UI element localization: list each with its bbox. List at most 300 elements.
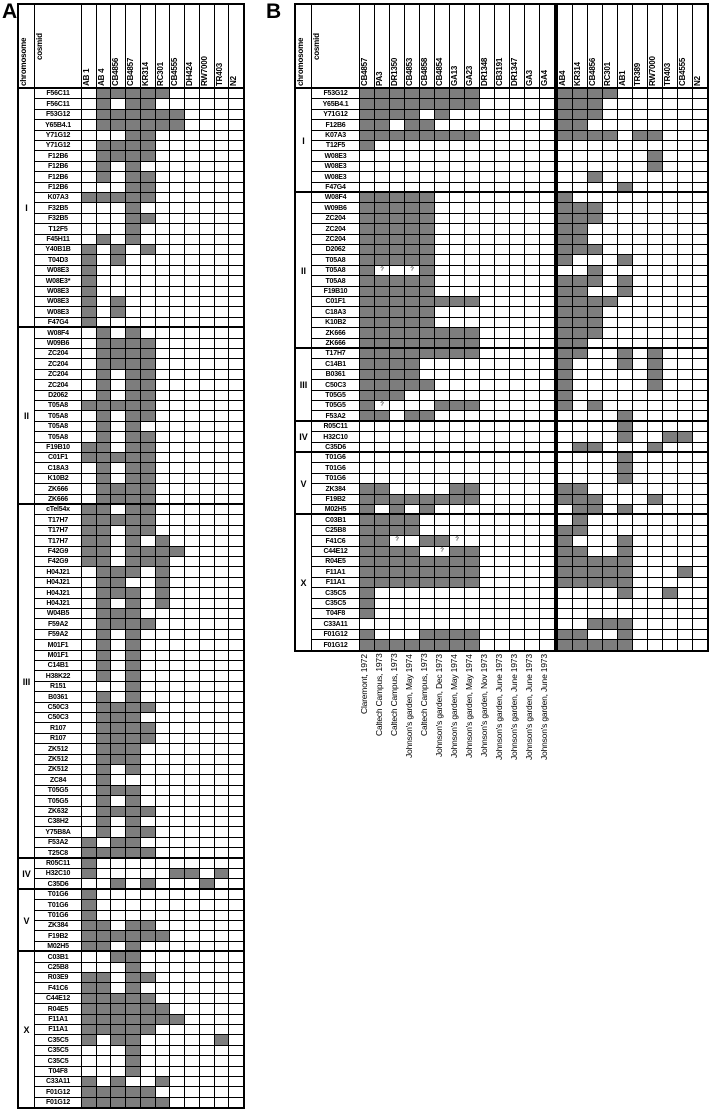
cosmid-label: F19B2 [34, 930, 82, 942]
matrix-cell [110, 1097, 126, 1108]
strain-header-label: CB4854 [435, 57, 444, 86]
matrix-cell [602, 639, 618, 651]
collection-date-label: Johnson's garden, May 1974 [449, 654, 459, 758]
matrix-cell [464, 639, 480, 651]
cosmid-label: F41C6 [34, 982, 82, 994]
cosmid-header-label: cosmid [35, 33, 44, 60]
cosmid-label: R05C11 [34, 858, 82, 869]
matrix-cell [509, 639, 525, 651]
cosmid-label: C03B1 [34, 951, 82, 963]
chromosome-header-label: chromosome [296, 37, 305, 86]
cosmid-label: F12B6 [34, 171, 82, 183]
chromosome-group-cell: I [18, 88, 35, 328]
cosmid-label: C44E12 [311, 546, 360, 557]
strain-header-cell [632, 4, 648, 89]
strain-header-cell [524, 4, 540, 89]
strain-header-cell [572, 4, 588, 89]
chromosome-group-divider [18, 888, 244, 890]
cosmid-label: T01G6 [311, 452, 360, 463]
chromosome-group-cell: X [295, 514, 312, 651]
chromosome-header-cell [18, 4, 35, 89]
matrix-cell [494, 639, 510, 651]
cosmid-label: ZC204 [34, 358, 82, 370]
strain-header-label: DR1350 [390, 57, 399, 86]
strain-header-cell [617, 4, 633, 89]
chromosome-header-cell [295, 4, 312, 89]
chromosome-group-divider [295, 191, 708, 193]
strain-header-label: RC301 [156, 62, 165, 86]
chromosome-group-cell: III [295, 348, 312, 422]
cosmid-label: C50C3 [34, 702, 82, 713]
chromosome-group-cell: X [18, 951, 35, 1108]
cosmid-label: H04J21 [34, 598, 82, 609]
chromosome-header-label: chromosome [19, 37, 28, 86]
cosmid-label: F01G12 [311, 639, 360, 651]
cosmid-label: F59A2 [34, 629, 82, 640]
strain-header-cell [81, 4, 97, 89]
cosmid-label: T05G5 [34, 795, 82, 807]
cosmid-label: F01G12 [34, 1086, 82, 1098]
cosmid-label: F01G12 [311, 629, 360, 640]
cosmid-label: T05A8 [311, 254, 360, 266]
cosmid-label: C44E12 [34, 993, 82, 1004]
strain-header-label: TR403 [215, 62, 224, 86]
cosmid-label: T05A8 [34, 431, 82, 443]
cosmid-label: Y65B4.1 [311, 98, 360, 110]
header-divider [18, 87, 244, 89]
cosmid-label: T05G5 [34, 785, 82, 796]
strain-header-label: DR1347 [510, 57, 519, 86]
cosmid-label: C38H2 [34, 816, 82, 827]
cosmid-label: C50C3 [34, 712, 82, 723]
strain-header-cell [169, 4, 185, 89]
strain-header-cell [214, 4, 229, 89]
cosmid-label: F53A2 [311, 410, 360, 422]
cosmid-label: F19B2 [311, 494, 360, 505]
cosmid-label: C25B8 [311, 525, 360, 536]
collection-date-label: Claremont, 1972 [359, 654, 369, 714]
strain-header-cell [96, 4, 111, 89]
cosmid-label: F19B10 [311, 286, 360, 297]
chromosome-group-divider [295, 451, 708, 453]
cosmid-label: F12B6 [34, 150, 82, 162]
strain-header-label: CB4555 [678, 57, 687, 86]
matrix-cell [155, 1097, 170, 1108]
cosmid-label: W08E3 [34, 265, 82, 276]
strain-header-cell [557, 4, 573, 89]
cosmid-label: Y40B1B [34, 244, 82, 255]
cosmid-label: W08F4 [311, 192, 360, 203]
matrix-cell [632, 639, 648, 651]
cosmid-label: T04F8 [34, 1066, 82, 1077]
strain-header-cell [389, 4, 405, 89]
cosmid-label: T01G6 [34, 889, 82, 900]
cosmid-label: F12B6 [34, 161, 82, 172]
cosmid-label: C35C5 [311, 587, 360, 599]
matrix-cell [572, 639, 588, 651]
cosmid-label: T25C8 [34, 847, 82, 859]
cosmid-label: F11A1 [34, 1014, 82, 1025]
strain-header-cell [199, 4, 215, 89]
cosmid-label: T04D3 [34, 254, 82, 266]
cosmid-label: T17H7 [34, 535, 82, 547]
chromosome-group-cell: V [295, 452, 312, 515]
cosmid-label: W08E3 [311, 171, 360, 183]
cosmid-label: C35C5 [34, 1055, 82, 1067]
cosmid-label: C25B8 [34, 962, 82, 973]
matrix-cell [557, 639, 573, 651]
strain-header-cell [464, 4, 480, 89]
cosmid-header-label: cosmid [312, 33, 321, 60]
cosmid-label: F41C6 [311, 535, 360, 547]
cosmid-label: W08E3 [311, 161, 360, 172]
cosmid-label: T05A8 [34, 421, 82, 432]
cosmid-label: C14B1 [34, 660, 82, 671]
cosmid-label: ZK512 [34, 743, 82, 755]
strain-header-label: DR1348 [480, 57, 489, 86]
matrix-cell [359, 639, 375, 651]
cosmid-label: K10B2 [311, 317, 360, 328]
matrix-cell [692, 639, 708, 651]
strain-header-cell [509, 4, 525, 89]
cosmid-label: T01G6 [34, 899, 82, 911]
matrix-cell [524, 639, 540, 651]
strain-header-cell [374, 4, 390, 89]
collection-date-label: Johnson's garden, June 1973 [509, 654, 519, 760]
matrix-cell [647, 639, 663, 651]
cosmid-label: T05G5 [311, 400, 360, 411]
strain-header-label: PA3 [375, 71, 384, 86]
cosmid-label: H04J21 [34, 577, 82, 588]
strain-header-cell [677, 4, 693, 89]
cosmid-label: ZK666 [311, 338, 360, 349]
cosmid-label: M01F1 [34, 639, 82, 651]
cosmid-label: C35C5 [34, 1045, 82, 1056]
cosmid-label: Y75B8A [34, 826, 82, 838]
cosmid-label: F32B5 [34, 202, 82, 214]
cosmid-label: F19B10 [34, 442, 82, 453]
cosmid-label: M02H5 [34, 941, 82, 952]
cosmid-header-cell [34, 4, 82, 89]
strain-header-label: GA4 [540, 70, 549, 86]
cosmid-label: W08E3* [34, 275, 82, 287]
cosmid-label: ZK512 [34, 754, 82, 765]
chromosome-group-divider [18, 326, 244, 328]
strain-header-cell [155, 4, 170, 89]
strain-header-cell [359, 4, 375, 89]
cosmid-label: M02H5 [311, 504, 360, 515]
cosmid-label: ZK666 [34, 483, 82, 495]
strain-header-cell [662, 4, 678, 89]
strain-header-cell [419, 4, 435, 89]
cosmid-label: F59A2 [34, 618, 82, 630]
chromosome-group-cell: III [18, 504, 35, 859]
matrix-cell [81, 1097, 97, 1108]
cosmid-label: ZK666 [311, 327, 360, 339]
cosmid-label: T04F8 [311, 608, 360, 619]
cosmid-label: F11A1 [34, 1024, 82, 1035]
chromosome-group-divider [295, 513, 708, 515]
strain-header-label: RW7000 [200, 56, 209, 86]
collection-date-label: Johnson's garden, Nov 1973 [479, 654, 489, 757]
cosmid-label: R03E9 [34, 972, 82, 983]
cosmid-label: F01G12 [34, 1097, 82, 1108]
strain-header-label: RC301 [603, 62, 612, 86]
cosmid-label: T17H7 [311, 348, 360, 359]
cosmid-label: T05G5 [311, 390, 360, 401]
matrix-cell [184, 1097, 200, 1108]
cosmid-label: ZC204 [311, 223, 360, 235]
cosmid-label: R151 [34, 681, 82, 692]
cosmid-label: H04J21 [34, 587, 82, 599]
cosmid-label: ZC204 [34, 369, 82, 380]
panel-b-letter: B [266, 0, 282, 23]
strain-header-cell [479, 4, 495, 89]
chromosome-group-cell: II [295, 192, 312, 349]
chromosome-group-cell: II [18, 327, 35, 505]
cosmid-label: ZC204 [34, 379, 82, 391]
strain-header-label: AB 4 [97, 68, 106, 86]
cosmid-label: T01G6 [311, 473, 360, 484]
matrix-cell [140, 1097, 156, 1108]
strain-header-label: CB4857 [360, 57, 369, 86]
chromosome-group-divider [18, 950, 244, 952]
cosmid-label: W08E3 [311, 150, 360, 162]
cosmid-label: H32C10 [34, 868, 82, 879]
cosmid-label: F45H11 [34, 234, 82, 245]
strain-header-label: DH424 [185, 62, 194, 86]
cosmid-label: F42G9 [34, 556, 82, 567]
strain-header-cell [587, 4, 603, 89]
cosmid-label: C14B1 [311, 358, 360, 370]
cosmid-label: R107 [34, 722, 82, 734]
cosmid-label: F32B5 [34, 213, 82, 224]
cosmid-label: C33A11 [34, 1076, 82, 1087]
cosmid-label: Y71G12 [34, 140, 82, 151]
cosmid-label: F11A1 [311, 566, 360, 578]
strain-header-cell [647, 4, 663, 89]
cosmid-label: T17H7 [34, 514, 82, 526]
chromosome-group-cell: I [295, 88, 312, 193]
cosmid-label: D2062 [311, 244, 360, 255]
cosmid-label: ZC204 [34, 348, 82, 359]
cosmid-label: C18A3 [311, 306, 360, 318]
cosmid-label: R107 [34, 733, 82, 744]
cosmid-label: ZK512 [34, 764, 82, 775]
question-mark: ? [380, 402, 384, 408]
cosmid-label: W08F4 [34, 327, 82, 339]
cosmid-label: T05A8 [311, 265, 360, 276]
strain-header-label: N2 [693, 76, 702, 86]
cosmid-label: F11A1 [311, 577, 360, 588]
cosmid-label: ZK666 [34, 494, 82, 505]
cosmid-label: W08E3 [34, 296, 82, 307]
cosmid-label: C35D6 [34, 878, 82, 890]
cosmid-label: F56C11 [34, 98, 82, 110]
matrix-cell [374, 639, 390, 651]
chromosome-group-cell: V [18, 889, 35, 952]
cosmid-label: D2062 [34, 390, 82, 401]
cosmid-label: K10B2 [34, 473, 82, 484]
matrix-cell [389, 639, 405, 651]
cosmid-label: H38K22 [34, 670, 82, 682]
cosmid-label: F56C11 [34, 88, 82, 99]
cosmid-label: C50C3 [311, 379, 360, 391]
strain-header-cell [184, 4, 200, 89]
strain-header-label: TR403 [663, 62, 672, 86]
cosmid-label: C33A11 [311, 618, 360, 630]
strain-header-label: KR314 [141, 62, 150, 86]
cosmid-label: T12F5 [311, 140, 360, 151]
cosmid-label: C03B1 [311, 514, 360, 526]
cosmid-label: W04B5 [34, 608, 82, 619]
cosmid-label: T05A8 [34, 400, 82, 411]
matrix-cell [199, 1097, 215, 1108]
strain-header-cell [692, 4, 708, 89]
strain-header-label: CB3191 [495, 57, 504, 86]
cosmid-label: B0361 [311, 369, 360, 380]
cosmid-label: cTel54x [34, 504, 82, 515]
collection-date-label: Johnson's garden, June 1973 [524, 654, 534, 760]
collection-date-label: Caltech Campus, 1973 [389, 654, 399, 737]
cosmid-label: ZK384 [34, 920, 82, 931]
question-mark: ? [455, 537, 459, 543]
strain-header-label: GA3 [525, 70, 534, 86]
strain-header-label: GA23 [465, 65, 474, 86]
cosmid-label: F47G4 [34, 317, 82, 328]
collection-date-label: Caltech Campus, 1973 [374, 654, 384, 737]
matrix-cell [617, 639, 633, 651]
cosmid-label: F12B6 [34, 182, 82, 193]
cosmid-label: C35D6 [311, 442, 360, 453]
cosmid-header-cell [311, 4, 360, 89]
cosmid-label: C01F1 [311, 296, 360, 307]
collection-date-label: Johnson's garden, May 1974 [464, 654, 474, 758]
strain-header-label: CB4856 [111, 57, 120, 86]
strain-header-label: AB1 [618, 70, 627, 86]
matrix-cell [96, 1097, 111, 1108]
collection-date-label: Johnson's garden, June 1973 [539, 654, 549, 760]
cosmid-label: F12B6 [311, 119, 360, 131]
strain-header-label: GA13 [450, 65, 459, 86]
cosmid-label: B0361 [34, 691, 82, 703]
strain-header-label: CB4555 [170, 57, 179, 86]
matrix-cell [125, 1097, 141, 1108]
cosmid-label: T05A8 [34, 410, 82, 422]
cosmid-label: C18A3 [34, 462, 82, 474]
cosmid-label: W08E3 [34, 286, 82, 297]
cosmid-label: Y71G12 [34, 130, 82, 141]
chromosome-group-divider [18, 503, 244, 505]
cosmid-label: H32C10 [311, 431, 360, 443]
strain-header-label: AB 1 [82, 68, 91, 86]
cosmid-label: T05A8 [311, 275, 360, 287]
question-mark: ? [380, 267, 384, 273]
strain-header-cell [110, 4, 126, 89]
cosmid-label: T01G6 [34, 910, 82, 921]
cosmid-label: C01F1 [34, 452, 82, 463]
cosmid-label: R05C11 [311, 421, 360, 432]
matrix-cell [228, 1097, 244, 1108]
strain-header-cell [494, 4, 510, 89]
strain-block-divider [554, 4, 557, 651]
strain-header-label: AB4 [558, 70, 567, 86]
strain-header-cell [125, 4, 141, 89]
cosmid-label: ZC84 [34, 774, 82, 786]
header-divider [295, 87, 708, 89]
cosmid-label: F53A2 [34, 837, 82, 848]
strain-header-label: CB4857 [126, 57, 135, 86]
collection-date-label: Johnson's garden, June 1973 [494, 654, 504, 760]
panel-a-letter: A [2, 0, 18, 23]
question-mark: ? [395, 537, 399, 543]
matrix-cell [169, 1097, 185, 1108]
cosmid-label: W08E3 [34, 306, 82, 318]
matrix-cell [587, 639, 603, 651]
cosmid-label: F42G9 [34, 546, 82, 557]
cosmid-label: ZK384 [311, 483, 360, 495]
collection-date-label: Caltech Campus, 1973 [419, 654, 429, 737]
question-mark: ? [440, 548, 444, 554]
cosmid-label: T01G6 [311, 462, 360, 474]
strain-header-cell [434, 4, 450, 89]
strain-header-label: N2 [229, 76, 238, 86]
cosmid-label: ZC204 [311, 234, 360, 245]
strain-header-cell [449, 4, 465, 89]
cosmid-label: C35C5 [34, 1034, 82, 1046]
cosmid-label: F53G12 [311, 88, 360, 99]
cosmid-label: W09B6 [311, 202, 360, 214]
chromosome-group-divider [295, 420, 708, 422]
matrix-cell [662, 639, 678, 651]
chromosome-group-divider [295, 347, 708, 349]
cosmid-label: W09B6 [34, 338, 82, 349]
chromosome-group-cell: IV [295, 421, 312, 453]
strain-header-cell [404, 4, 420, 89]
cosmid-label: R04E5 [311, 556, 360, 567]
chromosome-group-divider [18, 857, 244, 859]
matrix-cell [419, 639, 435, 651]
cosmid-label: K07A3 [311, 130, 360, 141]
cosmid-label: M01F1 [34, 650, 82, 661]
matrix-cell [214, 1097, 229, 1108]
strain-header-cell [228, 4, 244, 89]
strain-header-label: CB4856 [588, 57, 597, 86]
matrix-cell [449, 639, 465, 651]
chromosome-group-cell: IV [18, 858, 35, 890]
strain-header-label: KR314 [573, 62, 582, 86]
cosmid-label: T17H7 [34, 525, 82, 536]
strain-header-label: CB4853 [405, 57, 414, 86]
cosmid-label: ZC204 [311, 213, 360, 224]
strain-header-label: RW7000 [648, 56, 657, 86]
matrix-cell [404, 639, 420, 651]
cosmid-label: H04J21 [34, 566, 82, 578]
strain-header-cell [140, 4, 156, 89]
cosmid-label: K07A3 [34, 192, 82, 203]
cosmid-label: F47G4 [311, 182, 360, 193]
cosmid-label: Y65B4.1 [34, 119, 82, 131]
collection-date-label: Johnson's garden, May 1974 [404, 654, 414, 758]
strain-header-label: CB4858 [420, 57, 429, 86]
cosmid-label: Y71G12 [311, 109, 360, 120]
strain-header-cell [602, 4, 618, 89]
cosmid-label: R04E5 [34, 1003, 82, 1015]
collection-date-label: Johnson's garden, Dec 1973 [434, 654, 444, 757]
cosmid-label: T12F5 [34, 223, 82, 235]
matrix-cell [434, 639, 450, 651]
cosmid-label: C35C5 [311, 598, 360, 609]
